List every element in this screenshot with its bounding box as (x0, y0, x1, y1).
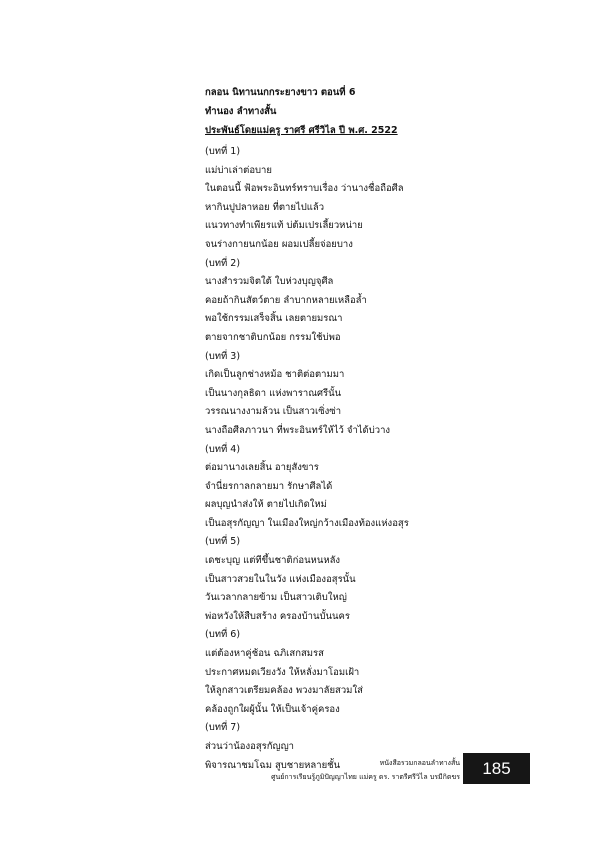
verse-line: เป็นนางกุลธิดา แห่งพาราณศรีนั้น (205, 387, 342, 399)
footer-book-title: หนังสือรวมกลอนลำทางสั้น (379, 759, 460, 767)
poem-title: กลอน นิทานนกกระยางขาว ตอนที่ 6 (205, 87, 356, 98)
verse-line: เป็นสาวสวยในในวัง แห่งเมืองอสุรนั้น (205, 573, 356, 585)
stanza-heading: (บทที่ 5) (205, 536, 241, 548)
stanza-heading: (บทที่ 6) (205, 629, 241, 641)
verse-line: แม่บ่าเล่าต่อบาย (205, 164, 272, 176)
page-number-box (463, 753, 530, 784)
poem-melody-type: ทำนอง ลำทางสั้น (205, 106, 277, 117)
poem-content (205, 83, 505, 775)
verse-line: ผลบุญนำส่งให้ ตายไปเกิดใหม่ (205, 499, 327, 511)
verse-line: หากินปูปลาหอย ที่ตายไปแล้ว (205, 201, 325, 213)
verse-line: ตายจากชาติบกน้อย กรรมใช้บ่พอ (205, 331, 341, 343)
page-number: 185 (482, 758, 511, 778)
verse-line: วรรณนางงามล้วน เป็นสาวเซิ่งซ่า (205, 406, 342, 418)
verse-line: พ่อหวังให้สืบสร้าง ครองบ้านบั้นนคร (205, 610, 350, 622)
stanza-heading: (บทที่ 3) (205, 350, 241, 362)
poem-author: ประพันธ์โดยแม่ครู ราศรี ศรีวิไล ปี พ.ศ. 2522 (205, 125, 398, 136)
footer-institution: ศูนย์การเรียนรู้ภูมิปัญญาไทย แม่ครู ดร. ราตรีศรีวิไล บรมีกิตขร (271, 773, 460, 781)
verse-line: พอใช้กรรมเสร็จสิ้น เลยตายมรณา (205, 313, 343, 325)
verse-line: ต่อมานางเลยสิ้น อายุสังขาร (205, 462, 319, 474)
verse-line: ประกาศหมดเวียงวัง ให้หลั่งมาโอมเฝ้า (205, 666, 360, 678)
verse-line: จนร่างกายนกน้อย ผอมเปลี้ยจ่อยบาง (205, 238, 353, 250)
verse-line: แนวทางทำเพียรแท้ บ่ต้มเปรเลี้ยวหน่าย (205, 220, 363, 232)
stanza-heading: (บทที่ 7) (205, 722, 241, 734)
verse-line: นางถือศีลภาวนา ที่พระอินทร์ให้ไว้ จำได้บ่วาง (205, 424, 391, 436)
verse-line: พิจารณาชมโฉม สูบชายหลายชั้น (205, 759, 341, 771)
verse-line: เดชะบุญ แต่ทีขึ้นชาติก่อนหนหลัง (205, 555, 341, 567)
verse-line: คล้องถูกใผผู้นั้น ให้เป็นเจ้าคู่ครอง (205, 703, 340, 715)
verse-line: เป็นอสุรกัญญา ในเมืองใหญ่กว้างเมืองท้องแห่งอสุร (205, 517, 409, 529)
verse-line: เกิดเป็นลูกช่างหม้อ ชาติต่อตามมา (205, 369, 345, 381)
verse-line: แต่ต้องหาคู่ช้อน ฉภิเสกสมรส (205, 648, 324, 660)
stanza-heading: (บทที่ 2) (205, 257, 241, 269)
stanza-heading: (บทที่ 1) (205, 146, 241, 157)
verse-line: คอยถ้ากินสัตว์ตาย ลำบากหลายเหลือล้ำ (205, 294, 367, 306)
verse-line: ในตอนนี้ ฟ้อพระอินทร์ทราบเรื่อง ว่านางชื่อถือศีล (205, 183, 404, 195)
verse-line: นางสำรวมจิตใต้ ใบห่วงบุญจุศีล (205, 276, 334, 288)
verse-list (205, 143, 505, 775)
verse-line: วันเวลากลายข้าม เป็นสาวเติบใหญ่ (205, 592, 347, 604)
verse-line: ให้ลูกสาวเตรียมคล้อง พวงมาลัยสวมใส่ (205, 685, 363, 697)
verse-line: จำนี่ยรกาลกลายมา รักษาศีลได้ (205, 480, 333, 492)
stanza-heading: (บทที่ 4) (205, 443, 241, 455)
verse-line: ส่วนว่าน้องอสุรกัญญา (205, 741, 295, 752)
